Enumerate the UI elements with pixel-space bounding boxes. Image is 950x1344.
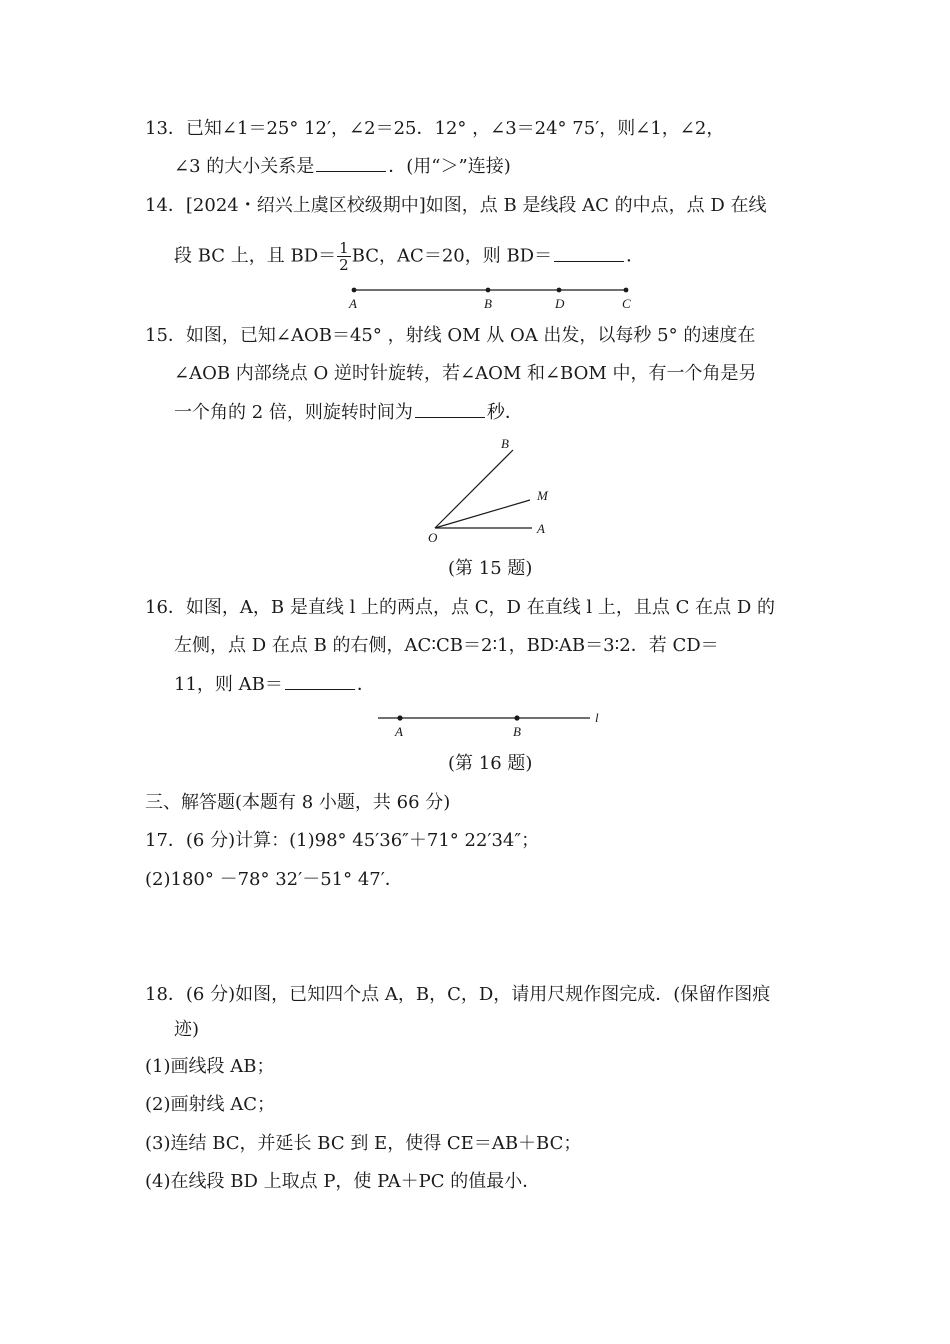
q15-label-b: B [501, 436, 509, 451]
q18-sub3: (3)连结 BC，并延长 BC 到 E，使得 CE＝AB＋BC； [145, 1133, 582, 1154]
q17-line1: 17．(6 分)计算：(1)98° 45′36″＋71° 22′34″； [145, 830, 540, 851]
q14-label-a: A [349, 296, 357, 311]
q13-line2-tail: ．(用“＞”连接) [388, 156, 511, 177]
q16-line2: 左侧，点 D 在点 B 的右侧，AC∶CB＝2∶1，BD∶AB＝3∶2．若 CD＝ [174, 635, 719, 656]
q14-label-c: C [622, 296, 631, 311]
q15-caption: (第 15 题) [448, 558, 533, 579]
q13-answer-blank[interactable] [316, 155, 386, 172]
q15-label-m: M [537, 488, 548, 503]
q14-label-d: D [555, 296, 565, 311]
q16-line3 [174, 673, 375, 697]
q16-line1: 16．如图，A，B 是直线 l 上的两点，点 C，D 在直线 l 上，且点 C 在点 D 的 [145, 597, 775, 618]
q15-line2: ∠AOB 内部绕点 O 逆时针旋转，若∠AOM 和∠BOM 中，有一个角是另 [174, 363, 757, 384]
q16-label-a: A [395, 724, 403, 739]
q14-line1: 14．[2024・绍兴上虞区校级期中]如图，点 B 是线段 AC 的中点，点 D 在线 [145, 195, 767, 216]
q15-line1: 15．如图，已知∠AOB＝45° ，射线 OM 从 OA 出发，以每秒 5° 的速度在 [145, 325, 756, 346]
q14-line2-tail: ． [626, 245, 645, 267]
q13-line2 [174, 155, 511, 179]
q18-sub4: (4)在线段 BD 上取点 P，使 PA＋PC 的值最小． [145, 1171, 541, 1192]
q16-label-l: l [595, 710, 599, 725]
q16-label-b: B [513, 724, 521, 739]
q16-line-figure [372, 706, 612, 740]
q15-label-a: A [537, 521, 545, 536]
q13-line2-text: ∠3 的大小关系是 [174, 156, 315, 177]
q15-line3 [174, 401, 523, 425]
q14-line2-text: 段 BC 上，且 BD＝ [174, 245, 337, 267]
q14-segment-figure [340, 280, 640, 312]
q16-caption: (第 16 题) [448, 753, 533, 774]
q16-point-b [514, 715, 519, 720]
q14-point-b [486, 288, 491, 293]
q18-line1: 18．(6 分)如图，已知四个点 A，B，C，D，请用尺规作图完成．(保留作图痕 [145, 984, 771, 1005]
q18-sub2: (2)画射线 AC； [145, 1094, 275, 1115]
q13-line1: 13．已知∠1＝25° 12′，∠2＝25．12° ，∠3＝24° 75′，则∠1，∠2， [145, 118, 725, 139]
q16-line3-tail: ． [356, 674, 375, 695]
q14-point-d [557, 288, 562, 293]
q15-line3-tail: 秒． [486, 402, 523, 423]
q14-frac-num: 1 [339, 239, 349, 257]
q14-line2 [174, 240, 644, 273]
q14-point-c [624, 288, 629, 293]
q14-fraction [337, 240, 351, 273]
q16-point-a [397, 715, 402, 720]
q14-point-a [352, 288, 357, 293]
q14-label-b: B [484, 296, 492, 311]
q16-line3-text: 11，则 AB＝ [174, 674, 283, 695]
q16-answer-blank[interactable] [285, 673, 355, 690]
q15-angle-figure [420, 434, 560, 546]
q15-answer-blank[interactable] [415, 401, 485, 418]
q15-label-o: O [428, 530, 438, 545]
q18-sub1: (1)画线段 AB； [145, 1056, 275, 1077]
q15-line3-text: 一个角的 2 倍，则旋转时间为 [174, 402, 413, 423]
q14-line2-mid: BC，AC＝20，则 BD＝ [351, 245, 553, 267]
q18-line2: 迹) [174, 1019, 200, 1040]
q14-frac-den: 2 [339, 256, 349, 274]
q17-line2: (2)180° －78° 32′－51° 47′． [145, 869, 403, 890]
section-heading: 三、解答题(本题有 8 小题，共 66 分) [145, 792, 451, 813]
q14-answer-blank[interactable] [554, 245, 624, 262]
